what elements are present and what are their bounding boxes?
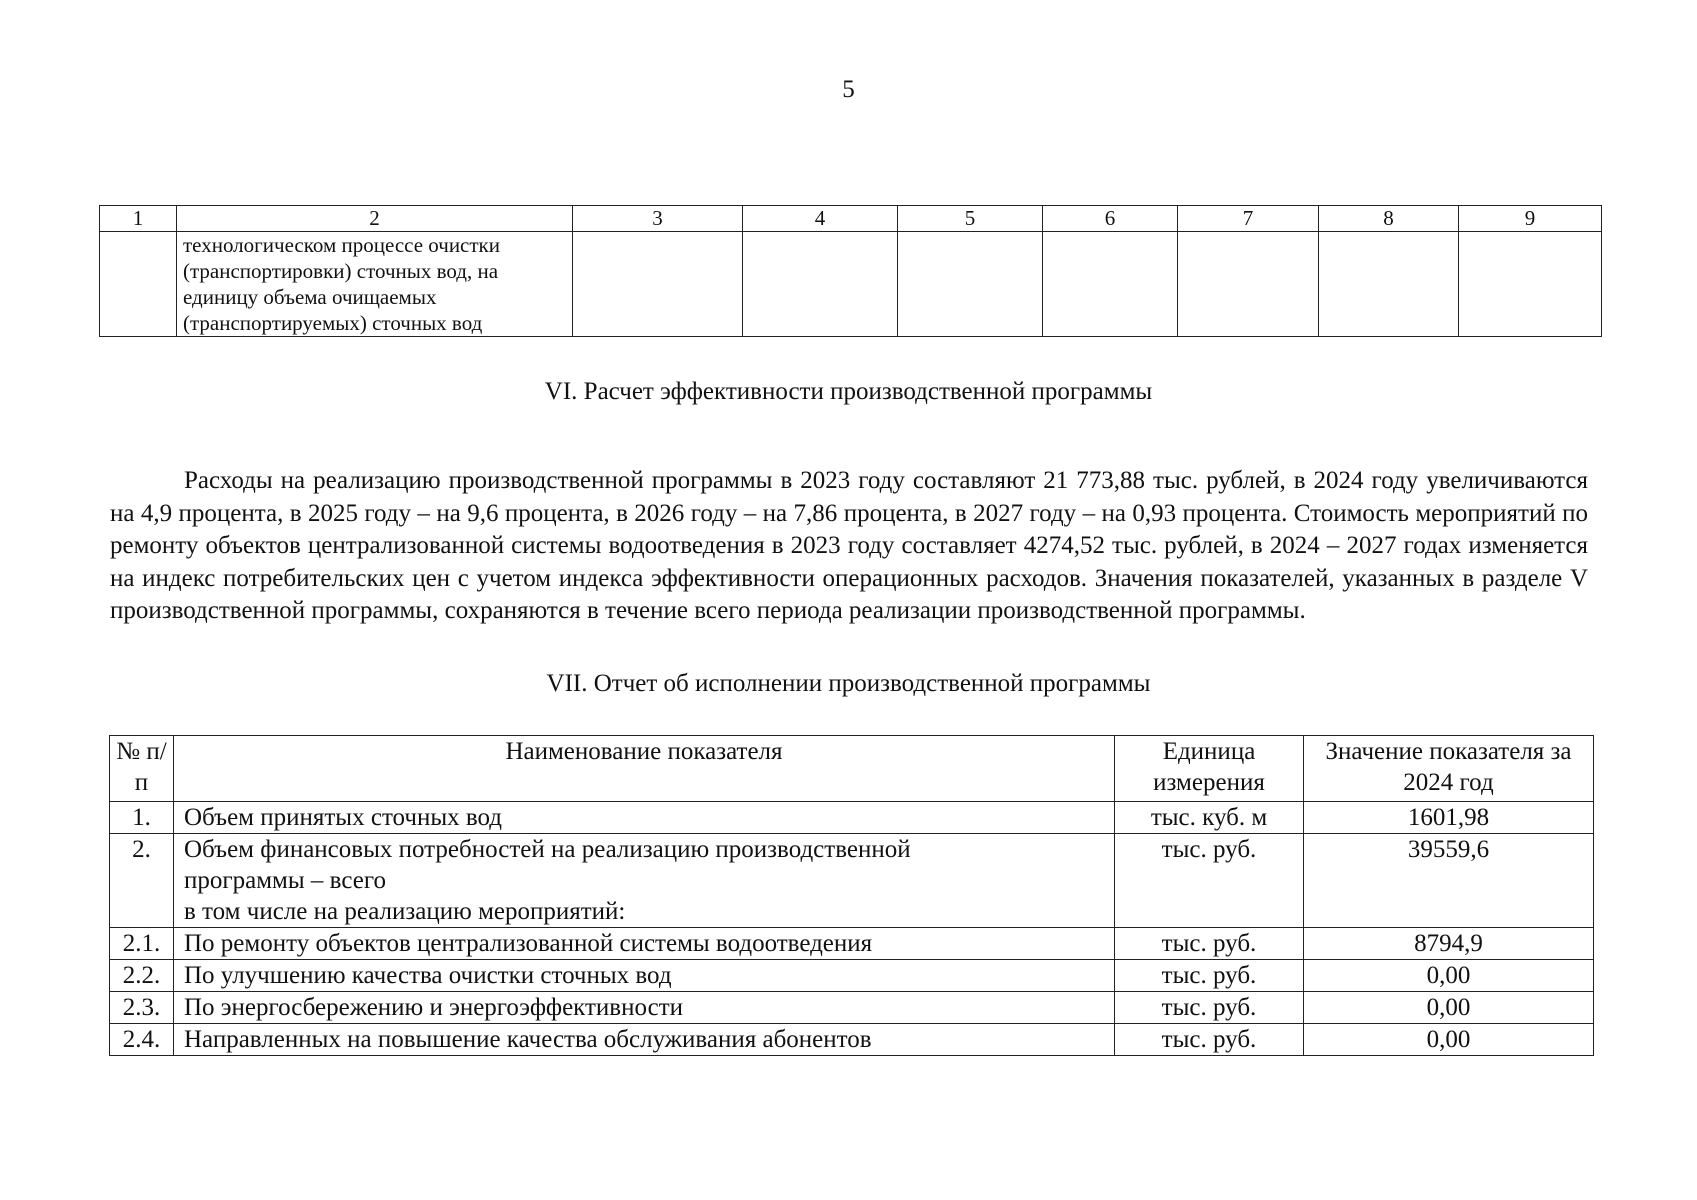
row-unit: тыс. руб. (1115, 834, 1304, 928)
row-name-line: Направленных на повышение качества обслуживания абонентов (184, 1026, 872, 1053)
column-number: 7 (1178, 206, 1319, 232)
empty-cell (100, 232, 177, 337)
row-value: 8794,9 (1304, 928, 1594, 960)
column-number: 4 (743, 206, 898, 232)
row-num: 2.1. (110, 928, 174, 960)
column-number: 5 (898, 206, 1043, 232)
section-6-paragraph: Расходы на реализацию производственной программы в 2023 году составляют 21 773,88 тыс. рублей, в 2024 году увеличиваются на 4,9 процента, в 2025 году – на 9,6 процента, в 2026 году – на 7,86 процента, в 2027 году – на 0,93 процента. Стоимость мероприятий по ремонту объектов централизованной системы водоотведения в 2023 году составляет 4274,52 тыс. рублей, в 2024 – 2027 годах изменяется на индекс потребительских цен с учетом индекса эффективности операционных расходов. Значения показателей, указанных в разделе V производственной программы, сохраняются в течение всего периода реализации производственной программы. (110, 467, 1588, 624)
row-name-line: в том числе на реализацию мероприятий: (184, 898, 626, 925)
description-line: единицу объема очищаемых (183, 285, 437, 309)
continuation-table (99, 205, 1602, 337)
table-row (110, 802, 1594, 834)
row-name (174, 802, 1115, 834)
row-unit: тыс. руб. (1115, 960, 1304, 992)
row-unit: тыс. куб. м (1115, 802, 1304, 834)
description-line: (транспортируемых) сточных вод (183, 311, 483, 335)
row-num: 2.4. (110, 1024, 174, 1056)
row-name-line: По энергосбережению и энергоэффективности (184, 994, 683, 1021)
header-value: Значение показателя за 2024 год (1304, 736, 1594, 802)
column-number: 8 (1319, 206, 1459, 232)
header-unit: Единица измерения (1115, 736, 1304, 802)
row-unit: тыс. руб. (1115, 1024, 1304, 1056)
row-name-line: Объем принятых сточных вод (184, 804, 503, 831)
row-name-line: По улучшению качества очистки сточных вод (184, 962, 672, 989)
row-name-line: По ремонту объектов централизованной системы водоотведения (184, 930, 873, 957)
row-num: 2. (110, 834, 174, 928)
column-number: 3 (573, 206, 743, 232)
row-num: 1. (110, 802, 174, 834)
row-value: 1601,98 (1304, 802, 1594, 834)
row-value: 0,00 (1304, 1024, 1594, 1056)
column-number: 1 (100, 206, 177, 232)
column-number: 2 (177, 206, 573, 232)
continuation-description (177, 232, 573, 337)
column-number: 6 (1043, 206, 1178, 232)
row-value: 0,00 (1304, 992, 1594, 1024)
row-name (174, 960, 1115, 992)
empty-cell (743, 232, 898, 337)
row-num: 2.3. (110, 992, 174, 1024)
page-number: 5 (842, 76, 855, 103)
empty-cell (1319, 232, 1459, 337)
section-6-heading: VI. Расчет эффективности производственной программы (544, 378, 1153, 405)
empty-cell (898, 232, 1043, 337)
header-num: № п/п (110, 736, 174, 802)
table-row (110, 1024, 1594, 1056)
empty-cell (573, 232, 743, 337)
continuation-row (100, 232, 1602, 337)
row-name (174, 834, 1115, 928)
row-unit: тыс. руб. (1115, 992, 1304, 1024)
row-name (174, 928, 1115, 960)
row-value: 39559,6 (1304, 834, 1594, 928)
description-line: (транспортировки) сточных вод, на (183, 259, 499, 283)
report-table (109, 735, 1594, 1056)
row-name-line: программы – всего (184, 867, 386, 894)
row-name (174, 1024, 1115, 1056)
row-num: 2.2. (110, 960, 174, 992)
row-unit: тыс. руб. (1115, 928, 1304, 960)
column-number-row (100, 206, 1602, 232)
header-name: Наименование показателя (174, 736, 1115, 802)
table-row (110, 992, 1594, 1024)
description-line: технологическом процессе очистки (183, 233, 500, 257)
report-header-row (110, 736, 1594, 802)
table-row (110, 928, 1594, 960)
column-number: 9 (1459, 206, 1602, 232)
empty-cell (1043, 232, 1178, 337)
section-7-heading: VII. Отчет об исполнении производственной программы (546, 670, 1151, 697)
table-row (110, 834, 1594, 928)
empty-cell (1459, 232, 1602, 337)
table-row (110, 960, 1594, 992)
row-value: 0,00 (1304, 960, 1594, 992)
row-name-line: Объем финансовых потребностей на реализацию производственной (184, 836, 911, 863)
row-name (174, 992, 1115, 1024)
empty-cell (1178, 232, 1319, 337)
